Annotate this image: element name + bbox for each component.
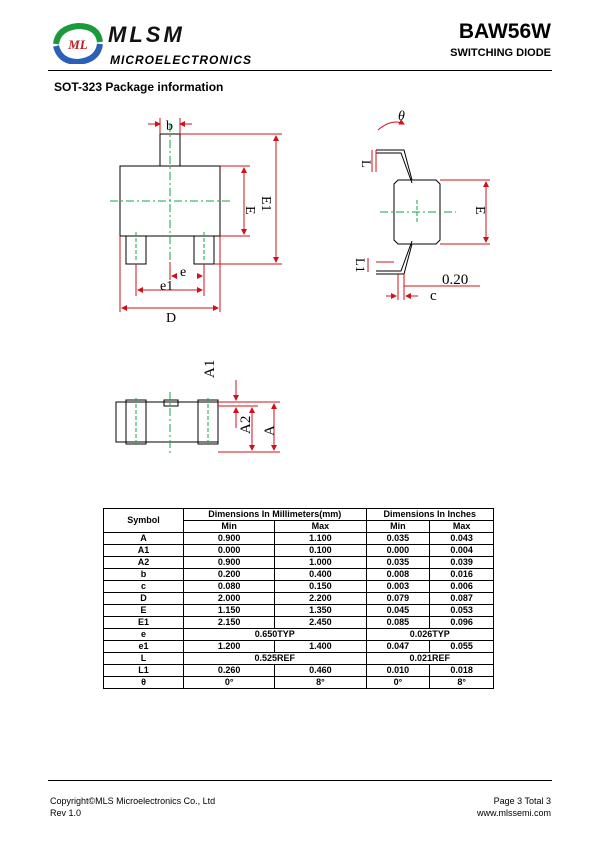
table-cell: 0.010 [366,665,430,677]
label-D: D [166,311,177,326]
table-cell-symbol: E1 [104,617,184,629]
table-cell: 0.035 [366,557,430,569]
table-cell: 0.200 [184,569,275,581]
table-cell-symbol: θ [104,677,184,689]
revision-text: Rev 1.0 [50,808,82,818]
label-theta: θ [398,109,405,124]
label-b: b [166,119,173,134]
label-E1: E1 [258,196,273,212]
table-cell: 1.400 [275,641,366,653]
table-cell: 0.026TYP [366,629,493,641]
table-cell: 0.035 [366,533,430,545]
in-min-header: Min [366,521,430,533]
table-cell: 0.650TYP [184,629,367,641]
label-e: e [180,265,187,280]
table-cell: 0.260 [184,665,275,677]
mm-header: Dimensions In Millimeters(mm) [184,509,367,521]
symbol-header: Symbol [104,509,184,533]
table-cell: 0.000 [366,545,430,557]
table-cell-symbol: A1 [104,545,184,557]
table-row [104,665,494,677]
top-view [110,118,282,326]
label-L: L [359,160,374,168]
table-cell: 1.150 [184,605,275,617]
table-cell: 8° [430,677,494,689]
table-row [104,593,494,605]
table-cell-symbol: e1 [104,641,184,653]
table-cell: 0° [184,677,275,689]
brand-subtitle: MICROELECTRONICS [110,53,252,67]
table-cell: 0.900 [184,533,275,545]
label-c: c [430,288,437,304]
table-cell: 0.150 [275,581,366,593]
table-row [104,653,494,665]
table-cell: 0.053 [430,605,494,617]
table-cell: 0.016 [430,569,494,581]
table-row [104,557,494,569]
label-A2: A2 [238,415,254,434]
table-cell: 0.525REF [184,653,367,665]
table-cell: 0.043 [430,533,494,545]
table-cell-symbol: c [104,581,184,593]
table-cell: 0° [366,677,430,689]
table-cell: 0.400 [275,569,366,581]
label-E: E [242,206,257,215]
table-cell: 2.000 [184,593,275,605]
table-cell: 0.021REF [366,653,493,665]
front-view [116,360,280,456]
package-drawing [0,100,595,480]
table-cell: 0.008 [366,569,430,581]
table-cell-symbol: L1 [104,665,184,677]
table-cell: 0.080 [184,581,275,593]
table-cell: 0.900 [184,557,275,569]
table-row [104,533,494,545]
table-cell: 0.018 [430,665,494,677]
table-row [104,617,494,629]
label-A: A [262,425,278,436]
table-cell: 1.200 [184,641,275,653]
table-cell: 2.200 [275,593,366,605]
table-cell: 0.000 [184,545,275,557]
footer-divider [48,780,552,781]
table-cell: 8° [275,677,366,689]
table-row [104,581,494,593]
table-cell: 0.039 [430,557,494,569]
table-cell: 0.006 [430,581,494,593]
label-L1: L1 [353,258,368,273]
dimensions-table-body [104,533,494,689]
table-row [104,545,494,557]
website-link[interactable]: www.mlssemi.com [476,808,551,818]
mm-min-header: Min [184,521,275,533]
label-A1: A1 [202,359,218,378]
in-max-header: Max [430,521,494,533]
table-cell-symbol: e [104,629,184,641]
inch-header: Dimensions In Inches [366,509,493,521]
table-cell: 0.460 [275,665,366,677]
table-cell: 0.096 [430,617,494,629]
part-number: BAW56W [458,20,551,43]
table-cell: 1.000 [275,557,366,569]
table-cell-symbol: b [104,569,184,581]
table-cell-symbol: L [104,653,184,665]
table-cell: 0.055 [430,641,494,653]
page-number: Page 3 Total 3 [493,796,551,806]
table-row [104,641,494,653]
copyright-text: Copyright©MLS Microelectronics Co., Ltd [50,796,216,806]
table-cell: 0.085 [366,617,430,629]
table-cell-symbol: A [104,533,184,545]
table-row [104,569,494,581]
table-cell: 0.004 [430,545,494,557]
brand-name: MLSM [108,22,185,47]
section-title: SOT-323 Package information [54,80,224,94]
table-cell: 1.350 [275,605,366,617]
dimensions-table [103,508,494,689]
table-cell: 0.079 [366,593,430,605]
table-cell: 0.100 [275,545,366,557]
header-divider [48,70,552,71]
table-cell: 0.047 [366,641,430,653]
label-e1: e1 [160,279,174,294]
label-gauge: 0.20 [442,272,469,288]
table-cell: 0.003 [366,581,430,593]
side-view [353,109,490,304]
table-cell-symbol: A2 [104,557,184,569]
table-cell-symbol: E [104,605,184,617]
table-cell: 2.150 [184,617,275,629]
table-cell: 1.100 [275,533,366,545]
table-cell: 2.450 [275,617,366,629]
table-cell: 0.087 [430,593,494,605]
logo-text: ML [68,37,88,52]
label-E-side: E [472,206,487,215]
document-subtitle: SWITCHING DIODE [450,47,551,59]
company-logo [48,22,108,64]
table-row [104,605,494,617]
table-cell-symbol: D [104,593,184,605]
table-cell: 0.045 [366,605,430,617]
table-row [104,677,494,689]
mm-max-header: Max [275,521,366,533]
table-row [104,629,494,641]
